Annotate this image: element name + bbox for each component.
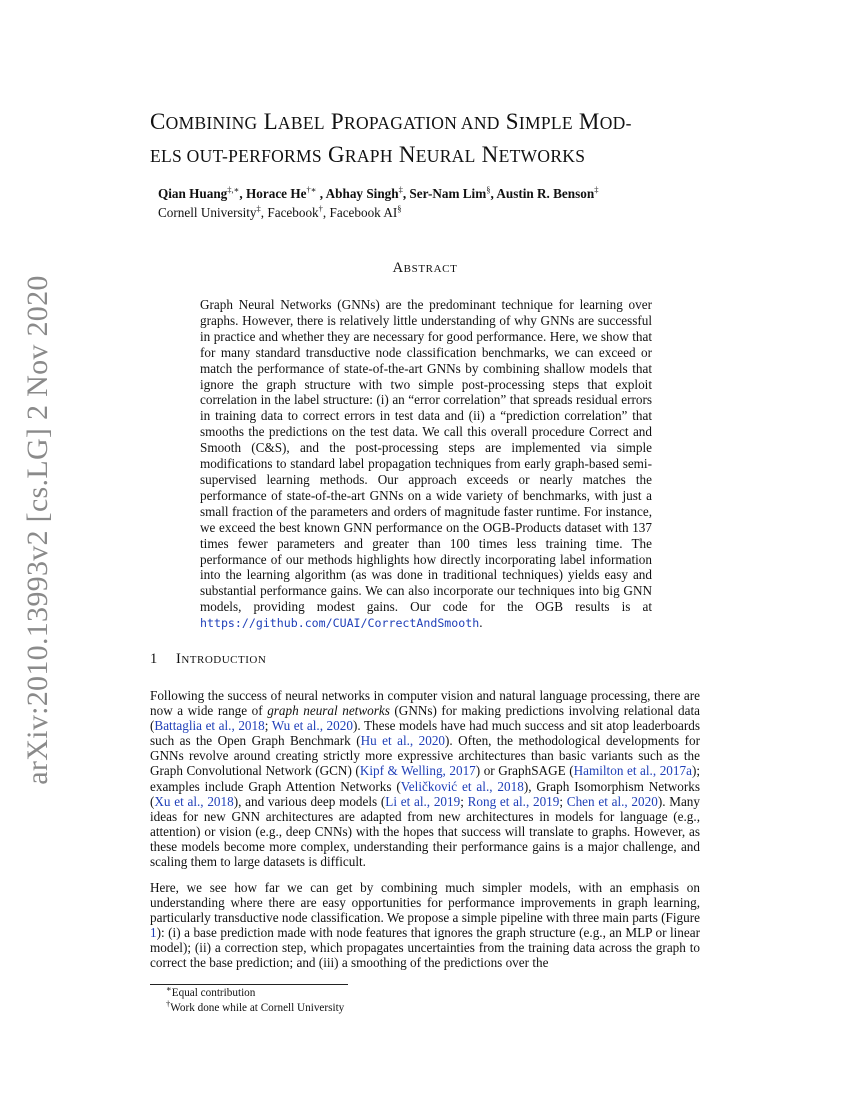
citation-link[interactable]: Hu et al., 2020 — [360, 733, 446, 749]
footnote-cornell-work: †Work done while at Cornell University — [166, 998, 345, 1014]
section-heading-introduction: 1 INTRODUCTION — [150, 651, 267, 667]
figure-reference-link[interactable]: 1 — [150, 925, 157, 941]
author-name: Abhay Singh — [325, 186, 399, 201]
citation-link[interactable]: Battaglia et al., 2018 — [154, 718, 265, 734]
citation-link[interactable]: Veličković et al., 2018 — [400, 778, 524, 794]
author-name: Horace He — [246, 186, 307, 201]
author-name: Qian Huang — [158, 186, 228, 201]
author-name: Austin R. Benson — [496, 186, 595, 201]
author-list: Qian Huang‡,∗, Horace He†∗ , Abhay Singh‡, Ser-Nam Lim§, Austin R. Benson‡ — [158, 184, 599, 201]
arxiv-identifier-stamp: arXiv:2010.13993v2 [cs.LG] 2 Nov 2020 — [21, 275, 54, 785]
citation-link[interactable]: Rong et al., 2019 — [467, 793, 560, 809]
affiliations: Cornell University‡, Facebook†, Facebook AI§ — [158, 203, 402, 220]
abstract-heading: ABSTRACT — [392, 260, 458, 276]
abstract-text: Graph Neural Networks (GNNs) are the predominant technique for learning over graphs. However, there is relatively little understanding of why GNNs are successful in practice and whether they are necessary for good performance. Here, we show that for many standard transductive node classification benchmarks, we can exceed or match the performance of state-of-the-art GNNs by combining shallow models that ignore the graph structure with two simple post-processing steps that exploit correlation in the label structure: (i) an “error correlation” that spreads residual errors in training data to correct errors in test data and (ii) a “prediction correlation” that smooths the predictions on the test data. We call this overall procedure Correct and Smooth (C&S), and the post-processing steps are implemented via simple modifications to standard label propagation techniques from early graph-based semi-supervised learning methods. Our approach exceeds or nearly matches the performance of state-of-the-art GNNs on a wide variety of benchmarks, with just a small fraction of the parameters and orders of magnitude faster runtime. For instance, we exceed the best known GNN performance on the OGB-Products dataset with 137 times fewer parameters and greater than 100 times less training time. The performance of our methods highlights how directly incorporating label information into the learning algorithm (as was done in traditional techniques) yields easy and substantial performance gains. We can also incorporate our techniques into big GNN models, providing modest gains. Our code for the OGB results is at https://github.com/CUAI/CorrectAndSmooth. — [200, 297, 652, 631]
citation-link[interactable]: Wu et al., 2020 — [271, 718, 353, 734]
citation-link[interactable]: Hamilton et al., 2017a — [573, 763, 692, 779]
citation-link[interactable]: Xu et al., 2018 — [154, 793, 234, 809]
intro-paragraph-1: Following the success of neural networks in computer vision and natural language processing, there are now a wide range of graph neural networks (GNNs) for making predictions involving relational data (Battaglia et al., 2018; Wu et al., 2020). These models have had much success and sit atop leaderboards such as the Open Graph Benchmark (Hu et al., 2020). Often, the methodological developments for GNNs revolve around creating strictly more expressive architectures than basic variants such as the Graph Convolutional Network (GCN) (Kipf & Welling, 2017) or GraphSAGE (Hamilton et al., 2017a); examples include Graph Attention Networks (Veličković et al., 2018), Graph Isomorphism Networks (Xu et al., 2018), and various deep models (Li et al., 2019; Rong et al., 2019; Chen et al., 2020). Many ideas for new GNN architectures are adapted from new architectures in models for language (e.g., attention) or vision (e.g., deep CNNs) with the hopes that success will translate to graphs. However, as these models become more complex, understanding their performance gains is a major challenge, and scaling them to large datasets is difficult. — [150, 688, 700, 870]
citation-link[interactable]: Chen et al., 2020 — [566, 793, 658, 809]
citation-link[interactable]: Li et al., 2019 — [385, 793, 461, 809]
citation-link[interactable]: Kipf & Welling, 2017 — [359, 763, 476, 779]
intro-paragraph-2: Here, we see how far we can get by combining much simpler models, with an emphasis on understanding where there are easy opportunities for performance improvements in graph learning, particularly transductive node classification. We propose a simple pipeline with three main parts (Figure 1): (i) a base prediction made with node features that ignores the graph structure (e.g., an MLP or linear model); (ii) a correction step, which propagates uncertainties from the training data across the graph to correct the base prediction; and (iii) a smoothing of the predictions over the — [150, 880, 700, 971]
paper-title: COMBINING LABEL PROPAGATION AND SIMPLE MOD- ELS OUT-PERFORMS GRAPH NEURAL NETWORKS — [150, 109, 632, 167]
author-name: Ser-Nam Lim — [409, 186, 487, 201]
code-repository-link[interactable]: https://github.com/CUAI/CorrectAndSmooth — [200, 616, 480, 631]
footnote-divider — [150, 984, 348, 985]
footnote-equal-contribution: ∗Equal contribution — [166, 983, 256, 999]
